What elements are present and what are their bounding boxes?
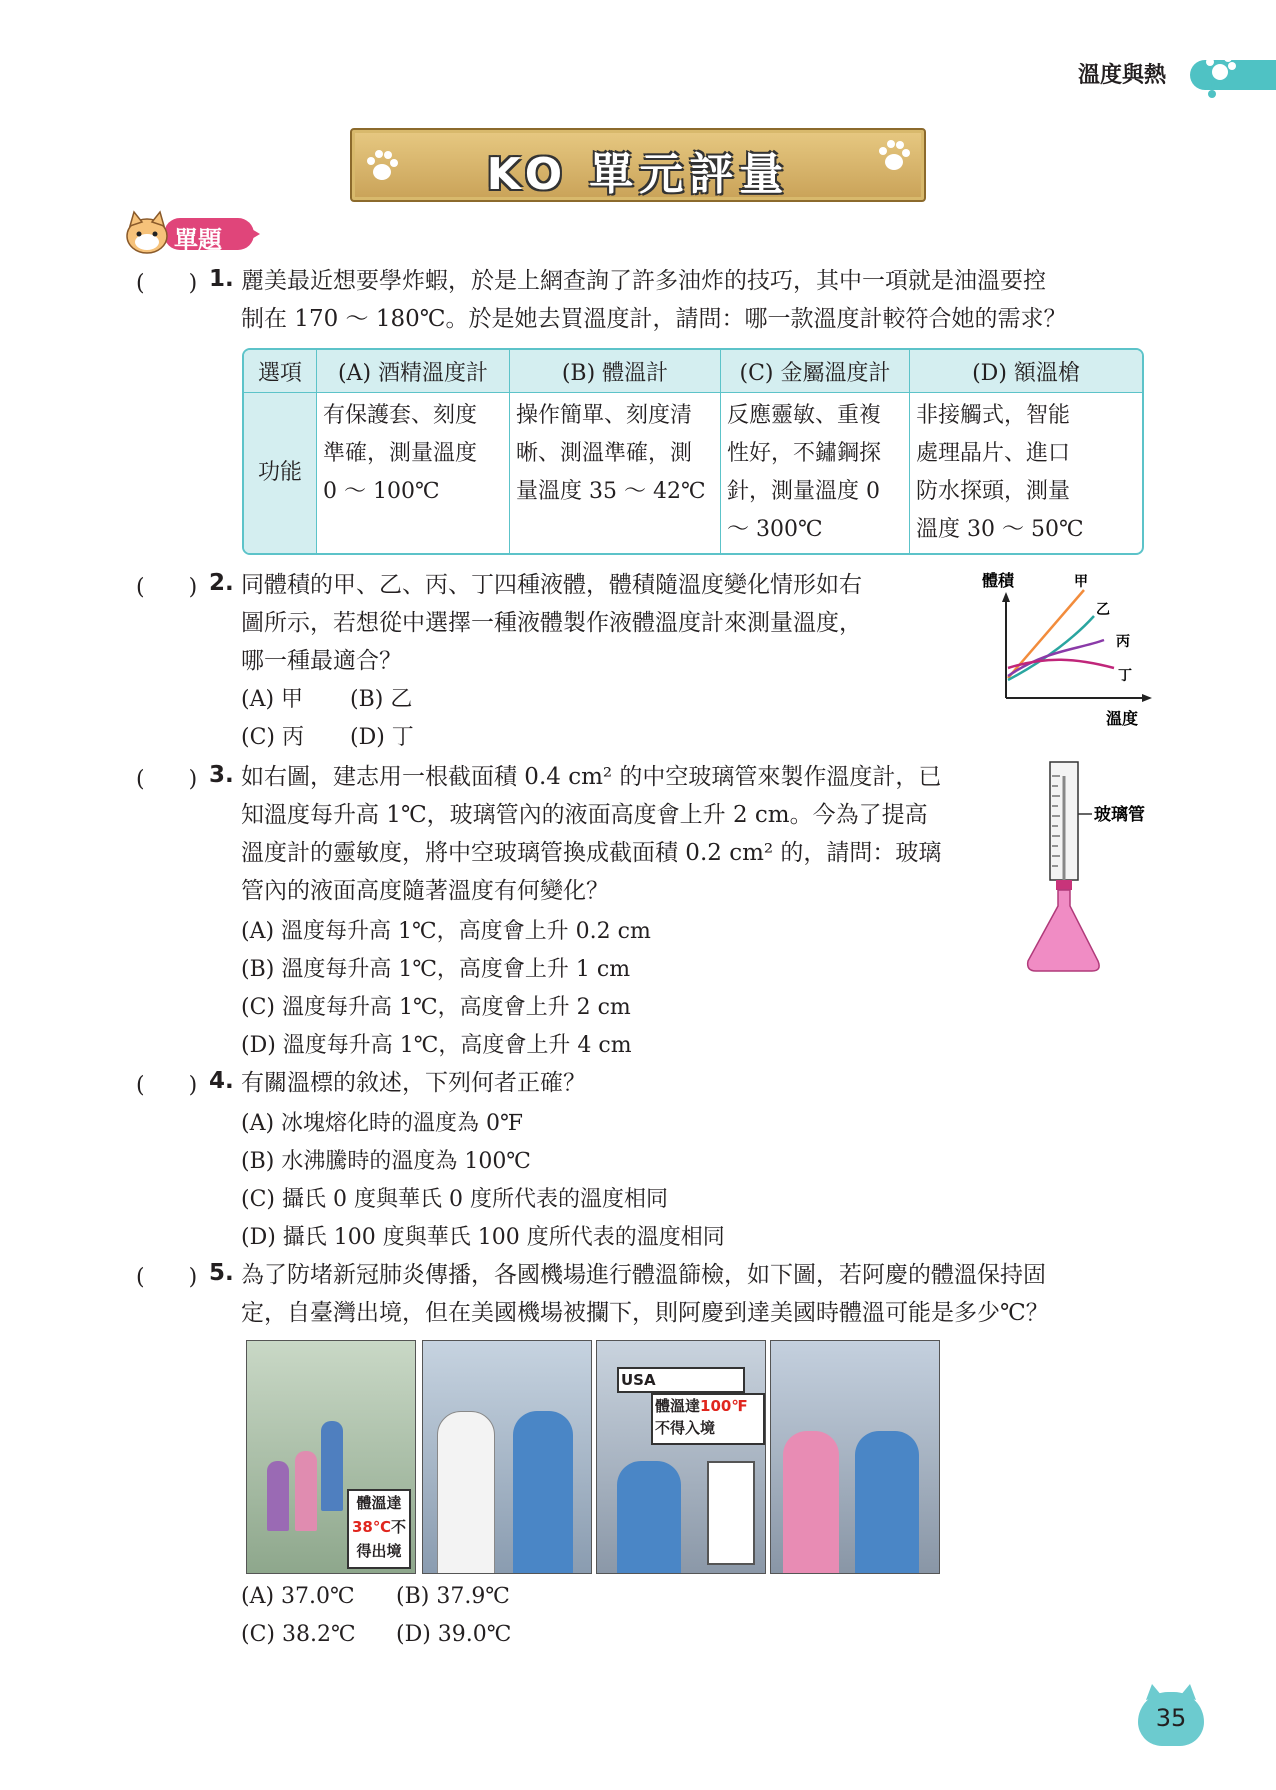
section-label-text: 單題: [174, 226, 222, 254]
q4-number: 4.: [209, 1068, 234, 1094]
glass-tube-label: 玻璃管: [1094, 805, 1145, 825]
q3-option-a[interactable]: (A) 溫度每升高 1℃，高度會上升 0.2 cm: [241, 919, 651, 944]
series-label-yi: 乙: [1096, 602, 1110, 618]
comic-panel-3: [596, 1340, 766, 1574]
series-label-jia: 甲: [1074, 574, 1088, 590]
q2-option-a[interactable]: (A) 甲: [241, 687, 304, 712]
q3-option-d[interactable]: (D) 溫度每升高 1℃，高度會上升 4 cm: [241, 1033, 632, 1058]
section-label: [122, 216, 258, 252]
table-cell: 反應靈敏、重複 性好，不鏽鋼探 針，測量溫度 0 ～ 300℃: [721, 393, 910, 553]
table-cell: 操作簡單、刻度清 晰、測溫準確，測 量溫度 35 ～ 42℃: [510, 393, 721, 553]
exit-sign: 體溫達 38℃不 得出境: [347, 1489, 411, 1569]
comic-panel-1: [246, 1340, 416, 1574]
series-label-ding: 丁: [1118, 668, 1132, 684]
table-row-label: 功能: [244, 393, 317, 553]
q4-option-c[interactable]: (C) 攝氏 0 度與華氏 0 度所代表的溫度相同: [241, 1187, 668, 1212]
q4-text: 有關溫標的敘述，下列何者正確？: [241, 1070, 586, 1096]
q5-number: 5.: [209, 1260, 234, 1286]
paw-print-icon: [362, 142, 402, 188]
q2-number: 2.: [209, 570, 234, 596]
q5-text: 為了防堵新冠肺炎傳播，各國機場進行體溫篩檢，如下圖，若阿慶的體溫保持固 定，自臺灣出境，但在美國機場被攔下，則阿慶到達美國時體溫可能是多少℃？: [241, 1262, 1049, 1326]
series-curve-yi: [1008, 616, 1094, 680]
answer-bracket: ( ): [136, 271, 198, 296]
q5-option-c[interactable]: (C) 38.2℃: [241, 1622, 356, 1647]
q3-option-b[interactable]: (B) 溫度每升高 1℃，高度會上升 1 cm: [241, 957, 631, 982]
comic-panel-4: [770, 1340, 940, 1574]
page-number: 35: [1155, 1704, 1187, 1732]
banner-title: KO 單元評量: [486, 149, 790, 200]
series-label-bing: 丙: [1116, 634, 1130, 650]
graph-xlabel: 溫度: [1106, 709, 1139, 728]
q4-option-d[interactable]: (D) 攝氏 100 度與華氏 100 度所代表的溫度相同: [241, 1225, 725, 1250]
cat-ears-icon: [1138, 1682, 1204, 1702]
table-cell: 有保護套、刻度 準確，測量溫度 0 ～ 100℃: [317, 393, 510, 553]
q5-option-a[interactable]: (A) 37.0℃: [241, 1584, 355, 1609]
q2-option-b[interactable]: (B) 乙: [350, 687, 413, 712]
volume-temperature-graph: [976, 568, 1156, 728]
glass-tube-flask-figure: [1020, 756, 1160, 978]
thermometer-table: [242, 348, 1144, 555]
graph-ylabel: 體積: [982, 571, 1015, 590]
paw-print-icon: [1200, 48, 1240, 104]
q3-option-c[interactable]: (C) 溫度每升高 1℃，高度會上升 2 cm: [241, 995, 631, 1020]
chapter-title: 溫度與熱: [1077, 63, 1166, 88]
usa-sign: USA: [621, 1371, 656, 1389]
series-curve-bing: [1008, 640, 1104, 676]
paw-print-icon: [872, 134, 916, 180]
table-header: (B) 體溫計: [510, 350, 721, 393]
q2-option-c[interactable]: (C) 丙: [241, 725, 304, 750]
table-cell: 非接觸式，智能 處理晶片、進口 防水探頭，測量 溫度 30 ～ 50℃: [916, 403, 1084, 542]
table-header: (C) 金屬溫度計: [721, 350, 910, 393]
q4-option-a[interactable]: (A) 冰塊熔化時的溫度為 0℉: [241, 1111, 524, 1136]
answer-bracket: ( ): [136, 1265, 198, 1290]
answer-bracket: ( ): [136, 1073, 198, 1098]
q2-option-d[interactable]: (D) 丁: [350, 725, 414, 750]
answer-bracket: ( ): [136, 575, 198, 600]
q2-text: 同體積的甲、乙、丙、丁四種液體，體積隨溫度變化情形如右 圖所示，若想從中選擇一種液體製作液體溫度計來測量溫度， 哪一種最適合？: [241, 572, 862, 674]
q5-option-b[interactable]: (B) 37.9℃: [396, 1584, 510, 1609]
q1-text-line: 麗美最近想要學炸蝦，於是上網查詢了許多油炸的技巧，其中一項就是油溫要控: [241, 268, 1046, 294]
entry-sign: 體溫達100℉ 不得入境: [651, 1393, 765, 1445]
q1-number: 1.: [209, 266, 234, 292]
q1-text: [241, 262, 1066, 338]
unit-assessment-banner: [350, 128, 926, 202]
comic-panel-2: [422, 1340, 592, 1574]
q5-option-d[interactable]: (D) 39.0℃: [396, 1622, 512, 1647]
q1-text-line: 制在 170 ～ 180℃。於是她去買溫度計，請問：哪一款溫度計較符合她的需求？: [241, 306, 1067, 332]
cat-mascot-icon: [122, 210, 172, 256]
table-header: (A) 酒精溫度計: [317, 350, 510, 393]
answer-bracket: ( ): [136, 767, 198, 792]
table-header: 選項: [244, 350, 317, 393]
arrow-right-icon: [250, 226, 262, 242]
table-header: (D) 額溫槍: [910, 350, 1142, 393]
q3-number: 3.: [209, 762, 234, 788]
q3-text: 如右圖，建志用一根截面積 0.4 cm² 的中空玻璃管來製作溫度計，已 知溫度每升高 1℃，玻璃管內的液面高度會上升 2 cm。今為了提高 溫度計的靈敏度，將中空玻璃管換成截面積 0.2 cm² 的，請問：玻璃 管內的液面高度隨著溫度有何變化？: [241, 764, 942, 904]
q4-option-b[interactable]: (B) 水沸騰時的溫度為 100℃: [241, 1149, 531, 1174]
